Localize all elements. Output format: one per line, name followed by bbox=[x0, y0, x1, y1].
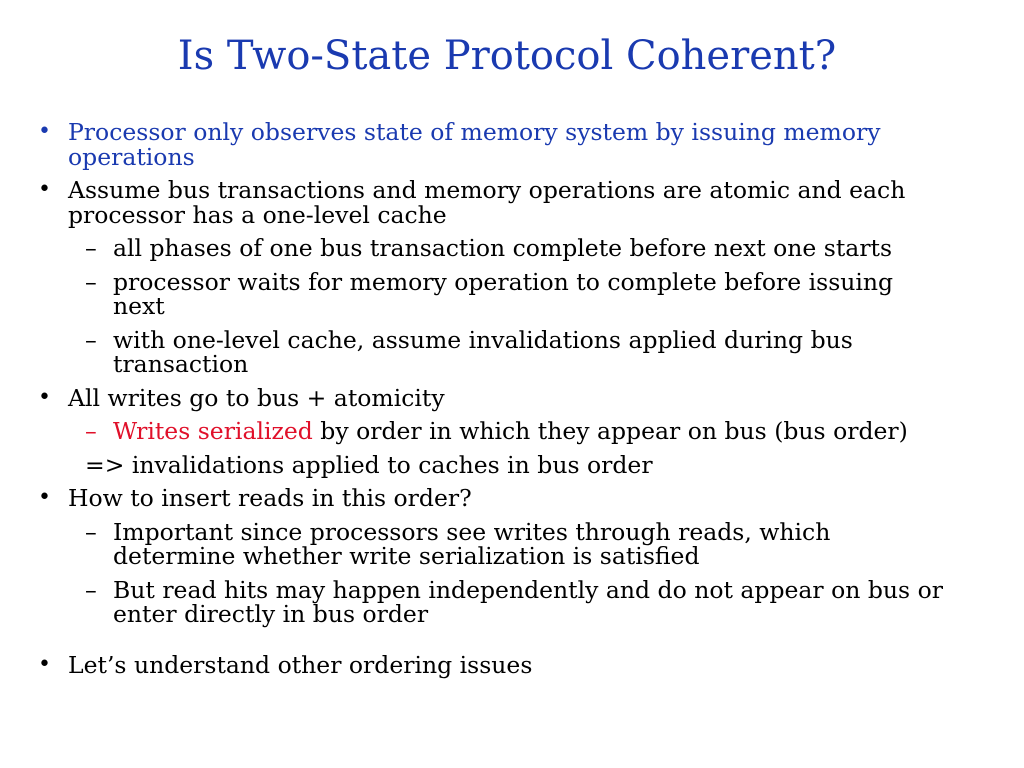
bullet-icon: • bbox=[38, 651, 51, 677]
bullet-text: Assume bus transactions and memory operations are atomic and each processor has a one-level cache bbox=[68, 176, 906, 229]
sub-bullet-text: all phases of one bus transaction complete before next one starts bbox=[113, 234, 893, 262]
dash-icon: – bbox=[85, 234, 97, 262]
dash-icon: – bbox=[85, 517, 97, 546]
bullet-item-4 bbox=[38, 486, 948, 511]
dash-icon: – bbox=[85, 417, 97, 445]
bullet-item-1 bbox=[38, 120, 948, 169]
bullet-icon: • bbox=[38, 119, 51, 144]
sub-bullet-text: with one-level cache, assume invalidations applied during bus transaction bbox=[113, 325, 853, 378]
bullet-item-2 bbox=[38, 178, 948, 227]
dash-icon: – bbox=[85, 325, 97, 354]
bullet-icon: • bbox=[38, 384, 51, 410]
sub-bullet-text: But read hits may happen independently and do not appear on bus or enter directly in bus order bbox=[113, 575, 943, 628]
bullet-text: All writes go to bus + atomicity bbox=[68, 383, 445, 412]
bullet-icon: • bbox=[38, 177, 51, 202]
continuation-line bbox=[38, 450, 948, 479]
bullet-icon: • bbox=[38, 485, 51, 510]
dash-icon: – bbox=[85, 267, 97, 296]
sub-bullet-item bbox=[38, 517, 948, 570]
highlighted-text: Writes serialized bbox=[113, 417, 313, 445]
slide-title: Is Two-State Protocol Coherent? bbox=[177, 33, 837, 79]
bullet-text: How to insert reads in this order? bbox=[68, 484, 472, 512]
dash-icon: – bbox=[85, 575, 97, 604]
sub-bullet-item bbox=[38, 267, 948, 320]
bullet-item-5 bbox=[38, 650, 948, 679]
sub-bullet-text: by order in which they appear on bus (bus order) bbox=[312, 417, 908, 445]
bullet-text: Processor only observes state of memory system by issuing memory operations bbox=[68, 118, 881, 171]
sub-bullet-item bbox=[38, 575, 948, 628]
sub-bullet-item bbox=[38, 236, 948, 261]
sub-bullet-text: Important since processors see writes through reads, which determine whether write serialization is satisfied bbox=[113, 517, 831, 570]
sub-bullet-text: processor waits for memory operation to complete before issuing next bbox=[113, 267, 894, 320]
continuation-text: => invalidations applied to caches in bus order bbox=[85, 450, 653, 479]
sub-bullet-item bbox=[38, 325, 948, 378]
sub-bullet-item bbox=[38, 419, 948, 444]
bullet-list bbox=[38, 120, 948, 686]
bullet-item-3 bbox=[38, 383, 948, 412]
bullet-text: Let’s understand other ordering issues bbox=[68, 650, 533, 679]
